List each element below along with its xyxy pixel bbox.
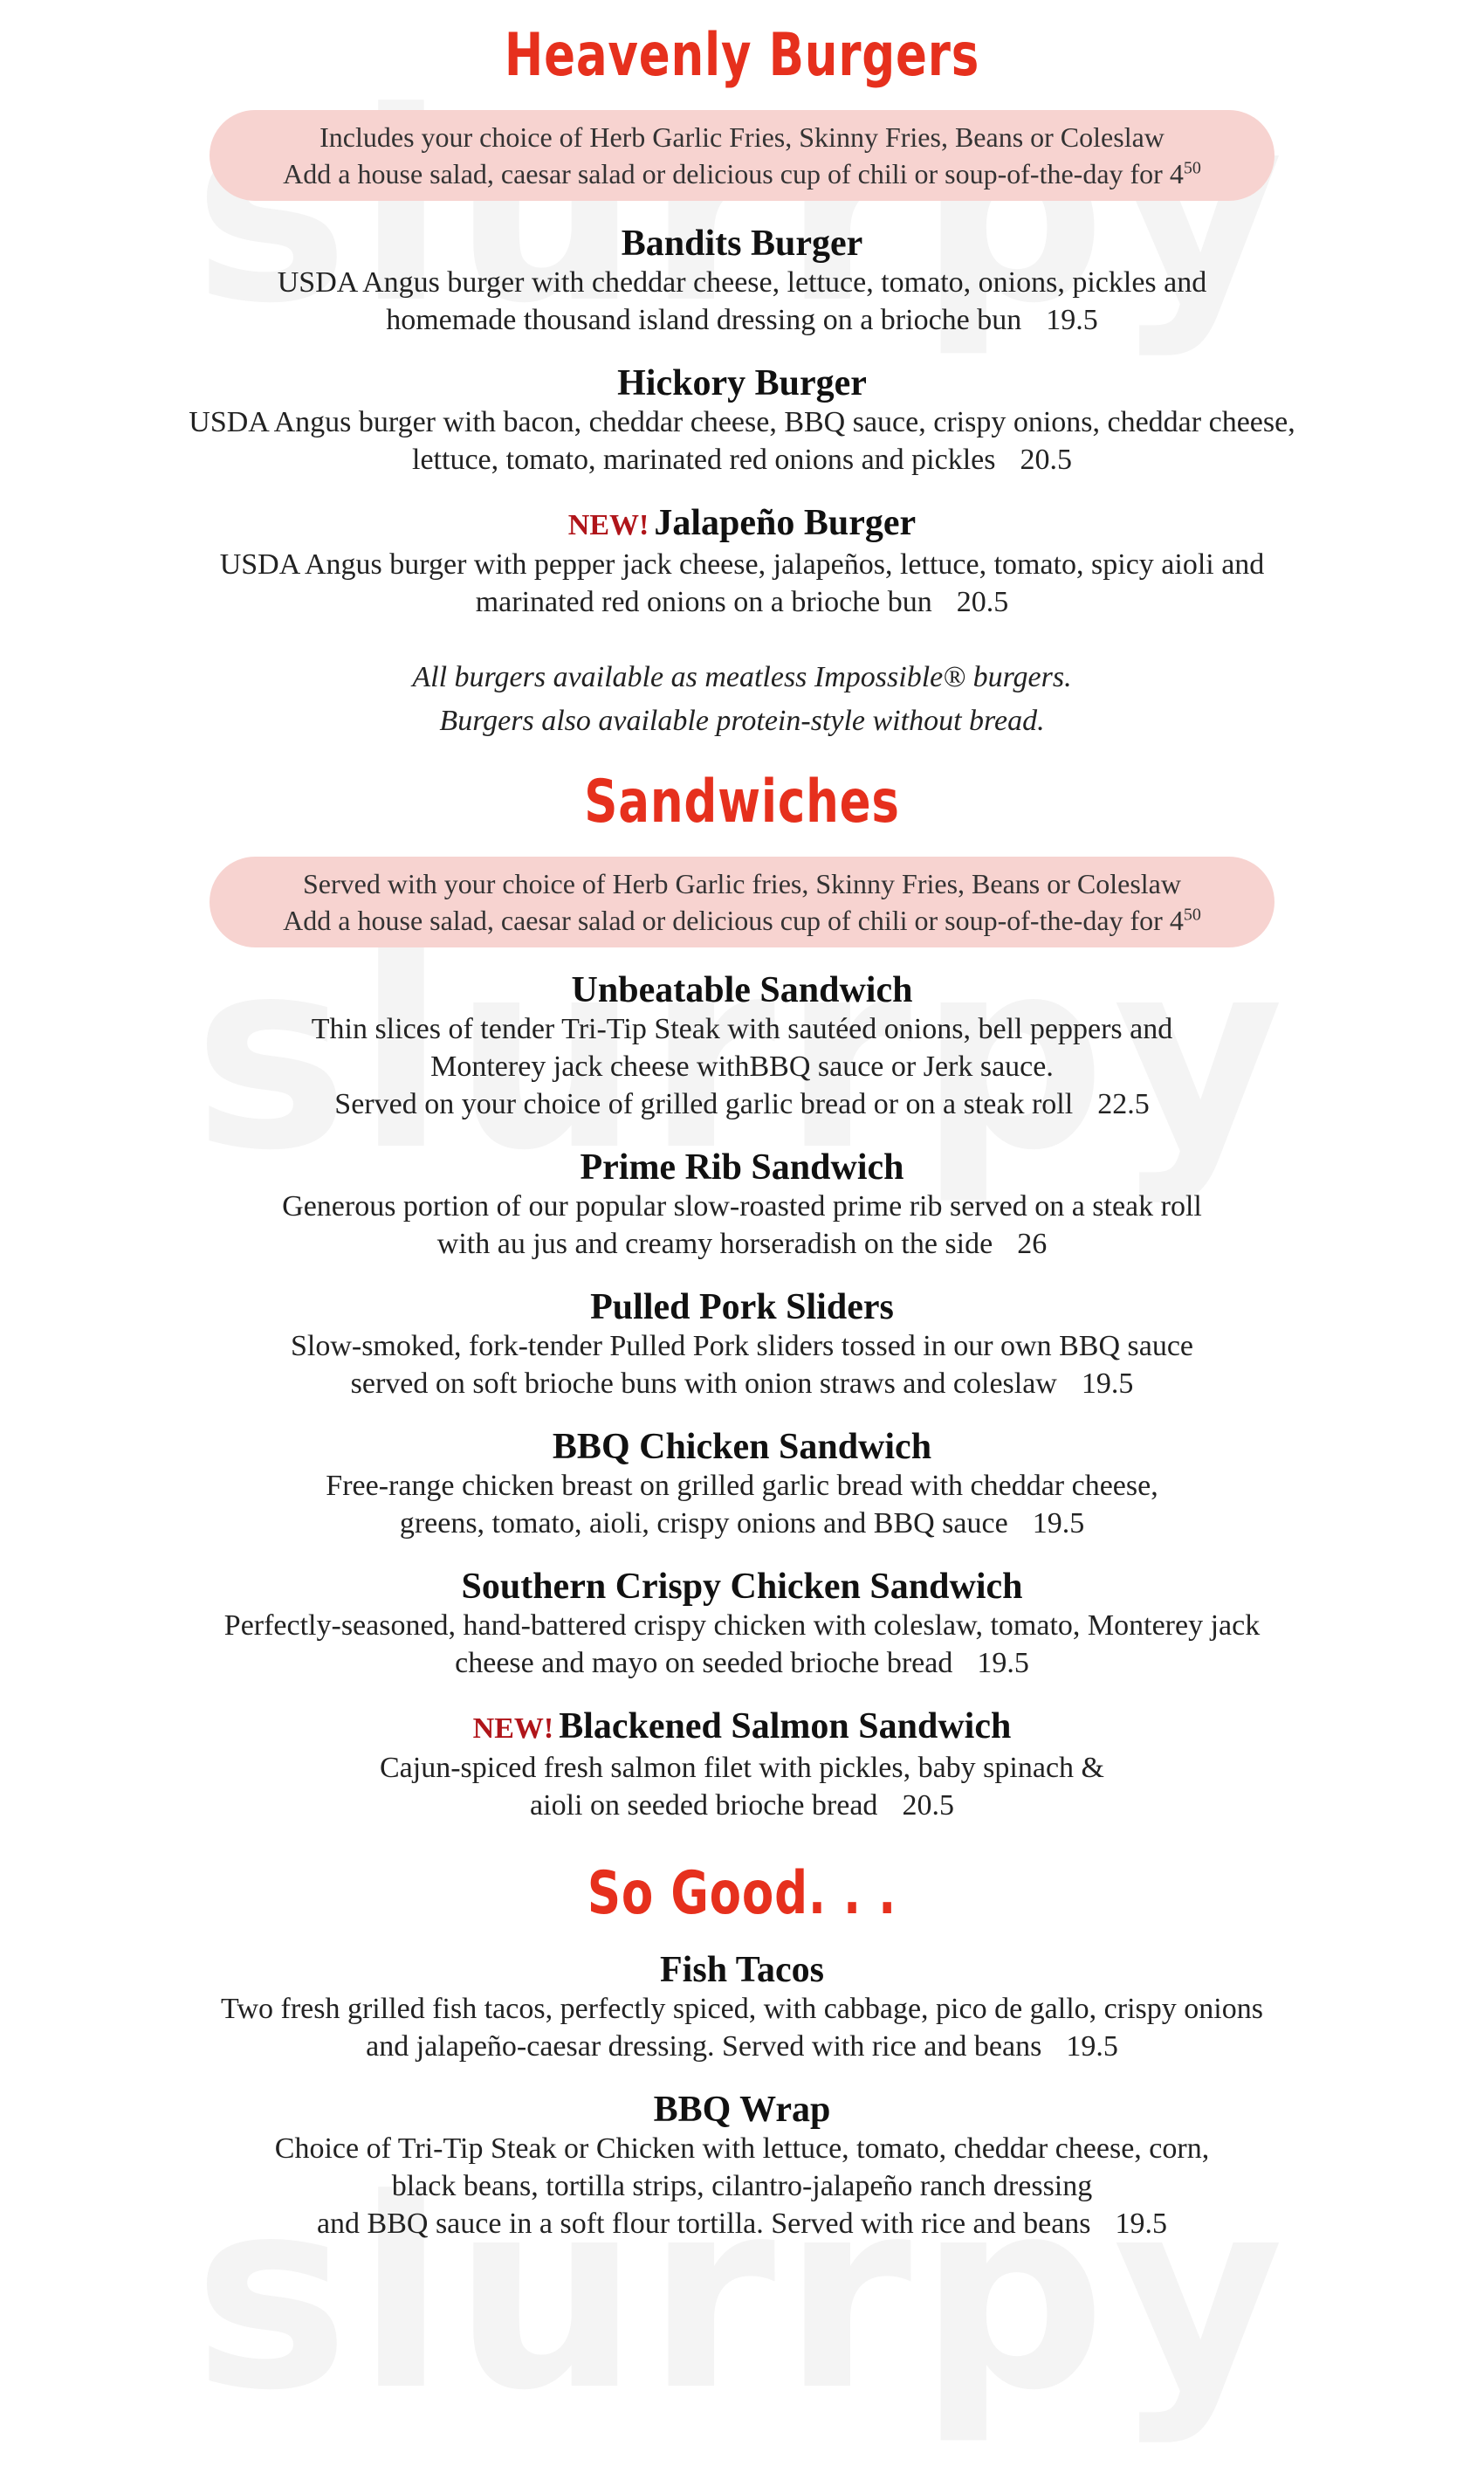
sides-banner: [210, 110, 1274, 201]
banner-line: Add a house salad, caesar salad or delicious cup of chili or soup-of-the-day for $4^{50}$: [283, 905, 1201, 936]
item-description: marinated red onions on a brioche bun 20.5: [475, 586, 1009, 618]
item-name: NEW! Blackened Salmon Sandwich: [472, 1706, 1012, 1746]
item-price: 19.5: [977, 1647, 1029, 1679]
sides-banner: [210, 857, 1274, 947]
item-description: served on soft brioche buns with onion straws and coleslaw 19.5: [350, 1367, 1134, 1400]
banner-line: Add a house salad, caesar salad or delicious cup of chili or soup-of-the-day for $4^{50}$: [283, 158, 1201, 189]
item-description: Served on your choice of grilled garlic bread or on a steak roll 22.5: [334, 1088, 1150, 1120]
item-description: Perfectly-seasoned, hand-battered crispy chicken with coleslaw, tomato, Monterey jack: [223, 1609, 1261, 1642]
menu-item: [0, 2090, 1484, 2242]
item-price: 20.5: [956, 586, 1009, 618]
item-name: Pulled Pork Sliders: [590, 1287, 894, 1327]
item-description: with au jus and creamy horseradish on the side 26: [436, 1228, 1048, 1260]
item-description: and jalapeño-caesar dressing. Served with rice and beans 19.5: [366, 2030, 1118, 2063]
banner-line: Served with your choice of Herb Garlic fries, Skinny Fries, Beans or Coleslaw: [303, 868, 1181, 899]
section-title: Sandwiches: [584, 768, 900, 837]
item-description: lettuce, tomato, marinated red onions and pickles 20.5: [412, 444, 1072, 476]
item-price: 19.5: [1115, 2208, 1168, 2240]
item-description: homemade thousand island dressing on a brioche bun 19.5: [386, 304, 1098, 336]
item-price: 19.5: [1046, 304, 1098, 336]
new-badge: NEW!: [567, 509, 649, 541]
item-description: Monterey jack cheese withBBQ sauce or Jerk sauce.: [430, 1050, 1054, 1083]
menu-item: [0, 503, 1484, 621]
item-name: Hickory Burger: [617, 363, 867, 403]
item-description: USDA Angus burger with bacon, cheddar cheese, BBQ sauce, crispy onions, cheddar cheese,: [189, 406, 1295, 438]
item-price: 20.5: [1020, 444, 1072, 476]
item-description: Cajun-spiced fresh salmon filet with pickles, baby spinach &: [380, 1752, 1104, 1784]
item-description: USDA Angus burger with pepper jack cheese, jalapeños, lettuce, tomato, spicy aioli and: [219, 548, 1265, 581]
new-badge: NEW!: [472, 1712, 554, 1745]
note-line: Burgers also available protein-style without bread.: [439, 705, 1045, 737]
item-description: Choice of Tri-Tip Steak or Chicken with lettuce, tomato, cheddar cheese, corn,: [274, 2132, 1210, 2165]
menu-item: [0, 1427, 1484, 1542]
menu-page: [0, 21, 1484, 2466]
item-description: Generous portion of our popular slow-roasted prime rib served on a steak roll: [282, 1190, 1202, 1223]
item-name: NEW! Jalapeño Burger: [567, 503, 917, 543]
item-name: BBQ Wrap: [653, 2090, 831, 2130]
item-description: aioli on seeded brioche bread 20.5: [530, 1789, 954, 1822]
item-name: Bandits Burger: [621, 224, 863, 264]
menu-content: [0, 21, 1484, 2242]
menu-item: [0, 1706, 1484, 1824]
section-title: So Good. . .: [587, 1859, 897, 1928]
section-burgers: [0, 21, 1484, 743]
price-superscript: 50: [1183, 905, 1201, 925]
item-name: Southern Crispy Chicken Sandwich: [461, 1567, 1023, 1607]
item-price: 19.5: [1032, 1507, 1085, 1540]
item-description: Slow-smoked, fork-tender Pulled Pork sliders tossed in our own BBQ sauce: [290, 1330, 1194, 1362]
section-title: Heavenly Burgers: [504, 21, 980, 90]
item-description: cheese and mayo on seeded brioche bread 19.5: [455, 1647, 1029, 1679]
menu-item: [0, 1950, 1484, 2065]
item-name: Prime Rib Sandwich: [580, 1147, 904, 1188]
banner-line: Includes your choice of Herb Garlic Fries, Skinny Fries, Beans or Coleslaw: [319, 121, 1165, 153]
item-price: 19.5: [1066, 2030, 1118, 2063]
burger-note: [0, 656, 1484, 743]
menu-item: [0, 363, 1484, 479]
item-name: BBQ Chicken Sandwich: [552, 1427, 932, 1467]
section-sandwiches: [0, 768, 1484, 1824]
item-description: Two fresh grilled fish tacos, perfectly spiced, with cabbage, pico de gallo, crispy onions: [221, 1993, 1263, 2025]
menu-item: [0, 1567, 1484, 1682]
item-description: greens, tomato, aioli, crispy onions and BBQ sauce 19.5: [399, 1507, 1085, 1540]
menu-item: [0, 1147, 1484, 1263]
item-description: Thin slices of tender Tri-Tip Steak with sautéed onions, bell peppers and: [311, 1013, 1173, 1045]
item-description: USDA Angus burger with cheddar cheese, lettuce, tomato, onions, pickles and: [277, 266, 1207, 299]
item-price: 19.5: [1081, 1367, 1134, 1400]
item-description: Free-range chicken breast on grilled garlic bread with cheddar cheese,: [326, 1470, 1158, 1502]
price-superscript: 50: [1183, 158, 1201, 178]
item-description: and BBQ sauce in a soft flour tortilla. Served with rice and beans 19.5: [316, 2208, 1168, 2240]
item-description: black beans, tortilla strips, cilantro-jalapeño ranch dressing: [391, 2170, 1093, 2202]
item-price: 20.5: [902, 1789, 954, 1822]
item-name: Unbeatable Sandwich: [571, 970, 913, 1010]
menu-item: [0, 970, 1484, 1123]
note-line: All burgers available as meatless Impossible® burgers.: [412, 661, 1072, 693]
item-name: Fish Tacos: [660, 1950, 824, 1990]
section-so-good: [0, 1859, 1484, 2242]
menu-item: [0, 224, 1484, 339]
item-price: 26: [1017, 1228, 1048, 1260]
item-price: 22.5: [1097, 1088, 1150, 1120]
menu-item: [0, 1287, 1484, 1402]
